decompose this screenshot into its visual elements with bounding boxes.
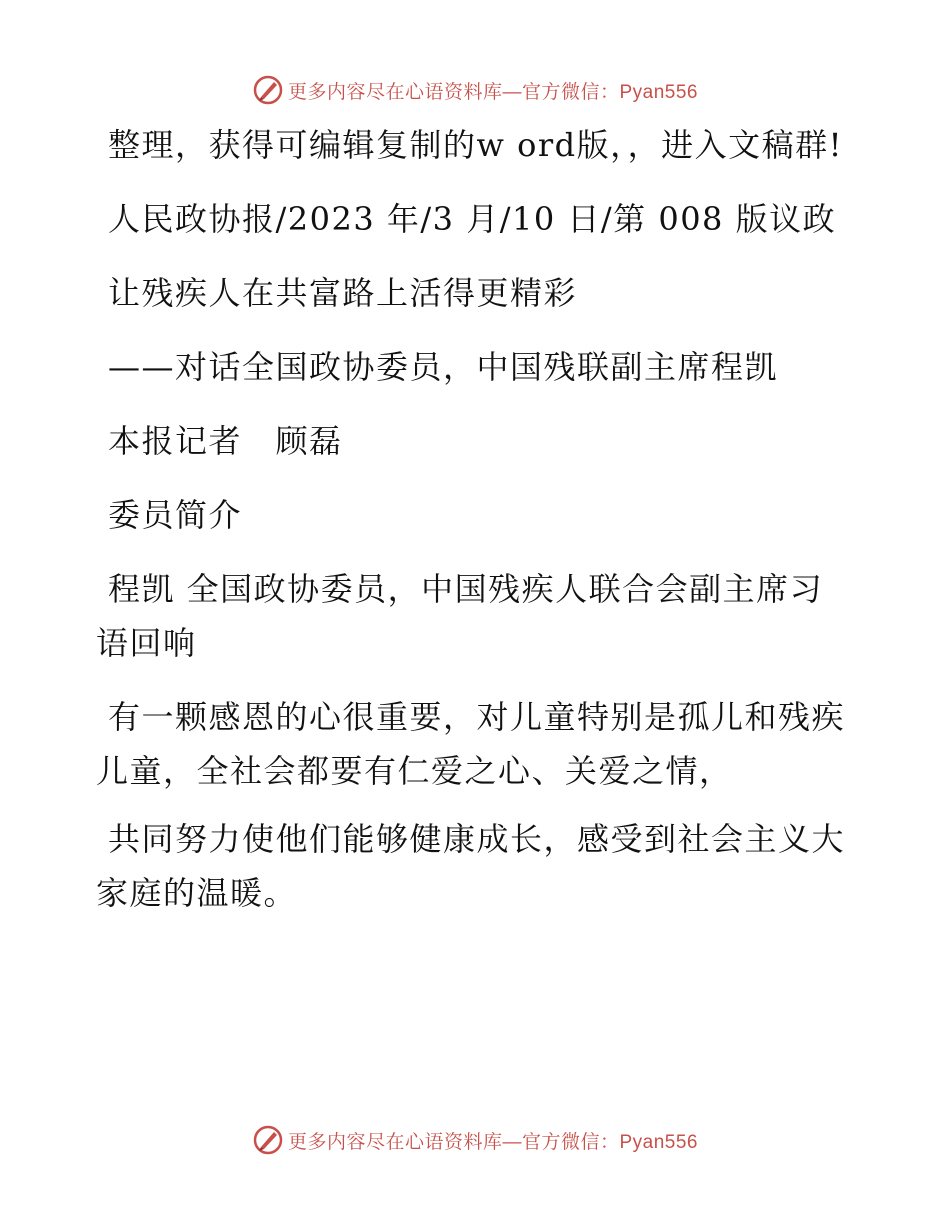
watermark-text: 更多内容尽在心语资料库—官方微信：Pyan556 <box>287 81 698 103</box>
intro-paragraph: 整理，获得可编辑复制的w ord版，，进入文稿群! <box>108 126 843 164</box>
quote-continuation-paragraph: 共同努力使他们能够健康成长，感受到社会主义大家庭的温暖。 <box>96 820 846 912</box>
member-intro-paragraph: 程凯 全国政协委员，中国残疾人联合会副主席习语回响 <box>96 570 824 662</box>
quill-pen-icon <box>252 1124 284 1156</box>
footer-watermark-banner <box>0 1120 950 1160</box>
section-heading: 委员简介 <box>108 496 243 534</box>
header-watermark-banner <box>0 70 950 110</box>
source-line: 人民政协报/2023 年/3 月/10 日/第 008 版议政 <box>108 200 837 238</box>
quote-paragraph: 有一颗感恩的心很重要，对儿童特别是孤儿和残疾儿童，全社会都要有仁爱之心、关爱之情， <box>96 698 846 790</box>
watermark-text: 更多内容尽在心语资料库—官方微信：Pyan556 <box>287 1131 698 1153</box>
document-body <box>96 118 856 940</box>
article-subtitle: ——对话全国政协委员，中国残联副主席程凯 <box>108 348 779 386</box>
article-title: 让残疾人在共富路上活得更精彩 <box>108 274 578 312</box>
reporter-line: 本报记者 顾磊 <box>108 422 343 460</box>
quill-pen-icon <box>252 74 284 106</box>
